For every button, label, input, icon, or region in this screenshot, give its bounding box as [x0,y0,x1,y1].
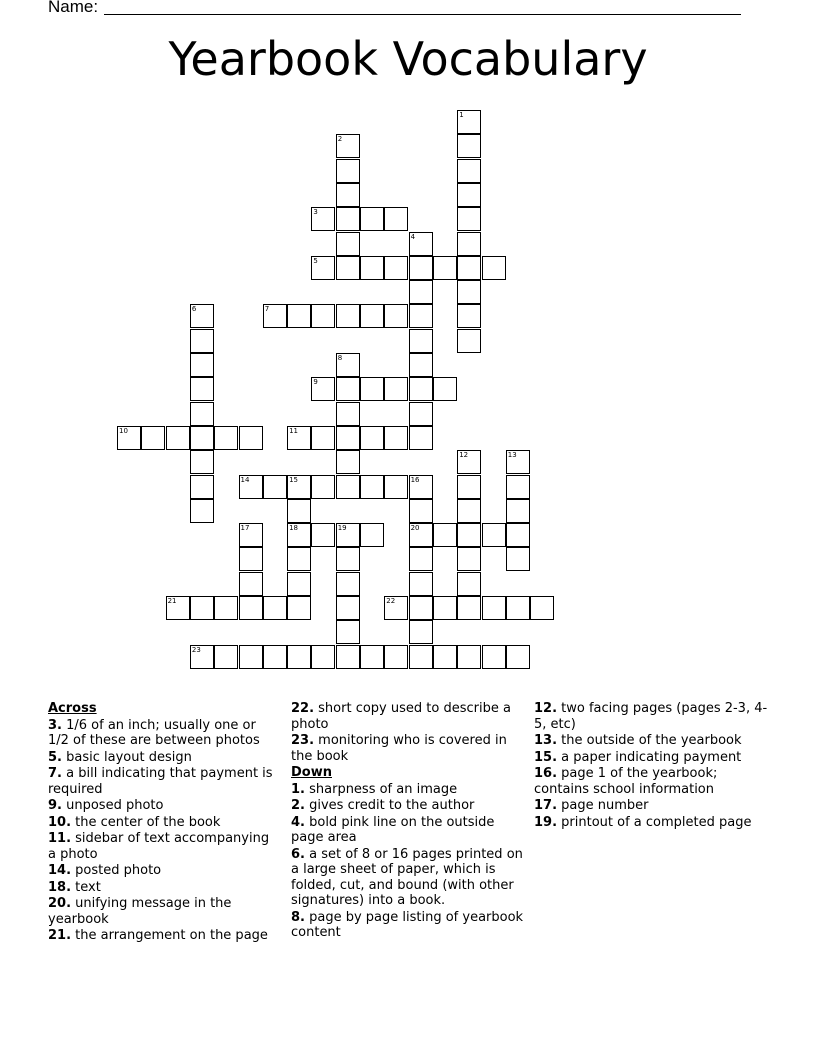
clue-text: page by page listing of yearbook content [291,909,524,940]
crossword-cell[interactable] [506,475,530,499]
crossword-cell[interactable] [457,596,481,620]
clue-across-14 [48,863,280,879]
clue-text: a bill indicating that payment is required [48,766,273,797]
crossword-cell[interactable] [336,572,360,596]
clue-text: basic layout design [61,749,192,765]
crossword-cell[interactable] [457,207,481,231]
crossword-cell[interactable] [433,377,457,401]
clue-number: 18. [48,879,72,895]
cell-number: 3 [313,208,318,217]
crossword-cell[interactable] [311,304,335,328]
cell-number: 21 [167,597,177,605]
clue-text: a set of 8 or 16 pages printed on a large sheet of paper, which is folded, cut, and bound (with other signatures) into a book. [291,846,523,908]
crossword-cell[interactable] [311,475,335,499]
crossword-cell[interactable] [409,645,433,669]
crossword-cell[interactable] [360,523,384,547]
crossword-cell[interactable] [214,596,238,620]
crossword-cell[interactable] [336,159,360,183]
crossword-cell[interactable] [409,304,433,328]
clue-across-20 [48,896,280,927]
crossword-cell[interactable] [506,596,530,620]
crossword-cell[interactable] [190,377,214,401]
crossword-cell[interactable] [360,256,384,280]
crossword-cell[interactable] [336,377,360,401]
crossword-cell[interactable] [287,304,311,328]
clue-number: 8. [291,909,305,925]
clue-text: sidebar of text accompanying a photo [48,831,270,862]
crossword-cell[interactable] [190,426,214,450]
crossword-cell[interactable] [311,523,335,547]
crossword-cell[interactable] [506,645,530,669]
crossword-cell[interactable] [409,377,433,401]
crossword-cell[interactable] [409,620,433,644]
crossword-cell[interactable] [287,572,311,596]
clue-text: posted photo [71,863,162,878]
clue-number: 3. [48,717,62,733]
page-title: Yearbook Vocabulary [168,32,648,86]
clue-number: 16. [534,766,558,781]
crossword-cell[interactable] [336,256,360,280]
crossword-cell[interactable] [409,402,433,426]
clue-down-19 [534,815,768,831]
clue-text: gives credit to the author [304,798,475,813]
clue-down-1 [291,782,527,798]
clue-text: unposed photo [61,798,164,813]
clue-text: page number [557,798,649,813]
clue-number: 9. [48,798,62,813]
clue-number: 4. [291,814,305,830]
crossword-cell[interactable] [336,402,360,426]
cell-number: 9 [313,378,318,387]
crossword-cell[interactable] [336,426,360,450]
crossword-cell[interactable] [433,523,457,547]
clue-number: 12. [534,701,558,716]
clue-column-1 [48,701,280,945]
clue-across-18 [48,880,280,896]
crossword-cell[interactable] [384,475,408,499]
crossword-cell[interactable] [433,256,457,280]
crossword-cell[interactable] [239,547,263,571]
crossword-cell[interactable] [506,523,530,547]
crossword-cell[interactable] [457,134,481,158]
crossword-cell[interactable] [336,183,360,207]
crossword-cell[interactable] [336,620,360,644]
crossword-cell[interactable] [457,159,481,183]
clue-number: 10. [48,814,72,830]
clue-text: page 1 of the yearbook; contains school information [534,766,718,797]
clue-across-10 [48,815,280,831]
clue-down-6 [291,847,527,909]
crossword-cell[interactable] [263,645,287,669]
clue-text: the outside of the yearbook [557,733,742,748]
cell-number: 17 [240,524,250,533]
clue-text: short copy used to describe a photo [291,701,511,732]
clue-across-21 [48,928,280,944]
crossword-cell[interactable] [311,426,335,450]
crossword-cell[interactable] [214,645,238,669]
cell-number: 2 [337,135,343,144]
crossword-cell[interactable] [287,499,311,523]
clue-text: text [71,879,101,895]
crossword-cell[interactable] [190,475,214,499]
crossword-cell[interactable] [336,304,360,328]
crossword-cell[interactable] [409,329,433,353]
crossword-cell[interactable] [336,645,360,669]
clue-across-7 [48,766,280,797]
crossword-cell[interactable] [506,547,530,571]
clue-text: two facing pages (pages 2-3, 4-5, etc) [534,701,768,732]
cell-number: 1 [459,111,464,119]
crossword-cell[interactable] [190,402,214,426]
clue-down-4 [291,815,527,846]
crossword-cell[interactable] [190,329,214,353]
crossword-cell[interactable] [239,645,263,669]
crossword-cell[interactable] [360,426,384,450]
crossword-cell[interactable] [457,572,481,596]
clue-across-11 [48,831,280,862]
crossword-cell[interactable] [482,645,506,669]
cell-number: 22 [386,597,396,605]
crossword-cell[interactable] [190,450,214,474]
crossword-cell[interactable] [384,645,408,669]
crossword-cell[interactable] [457,499,481,523]
clue-across-23 [291,733,527,764]
cell-number: 11 [289,426,299,435]
crossword-cell[interactable] [263,596,287,620]
crossword-cell[interactable] [457,256,481,280]
crossword-cell[interactable] [214,426,238,450]
crossword-cell[interactable] [360,207,384,231]
crossword-cell[interactable] [336,207,360,231]
down-heading: Down [291,765,332,780]
crossword-cell[interactable] [433,645,457,669]
clue-number: 2. [291,798,305,813]
crossword-cell[interactable] [384,256,408,280]
crossword-cell[interactable] [360,377,384,401]
crossword-cell[interactable] [336,475,360,499]
crossword-cell[interactable] [190,499,214,523]
cell-number: 15 [289,475,299,484]
clue-text: the center of the book [71,814,221,830]
crossword-cell[interactable] [336,596,360,620]
crossword-cell[interactable] [239,426,263,450]
crossword-cell[interactable] [457,645,481,669]
clue-down-2 [291,798,527,814]
cell-number: 18 [289,524,299,533]
crossword-cell[interactable] [482,256,506,280]
clue-text: printout of a completed page [557,814,752,830]
clue-number: 19. [534,814,558,830]
crossword-cell[interactable] [409,572,433,596]
clue-text: 1/6 of an inch; usually one or 1/2 of these are between photos [48,717,260,748]
crossword-cell[interactable] [433,596,457,620]
cell-number: 6 [191,305,197,314]
clue-number: 17. [534,798,558,813]
crossword-cell[interactable] [409,256,433,280]
crossword-cell[interactable] [384,304,408,328]
crossword-cell[interactable] [482,523,506,547]
clue-text: unifying message in the yearbook [48,896,232,927]
crossword-cell[interactable] [457,280,481,304]
clue-number: 14. [48,863,72,878]
crossword-cell[interactable] [457,523,481,547]
crossword-cell[interactable] [409,547,433,571]
cell-number: 20 [410,524,420,533]
clue-number: 21. [48,928,72,943]
cell-number: 5 [313,256,318,265]
clue-number: 20. [48,896,72,911]
crossword-cell[interactable] [482,596,506,620]
clue-number: 5. [48,749,62,765]
crossword-cell[interactable] [384,377,408,401]
crossword-cell[interactable] [263,475,287,499]
crossword-cell[interactable] [409,499,433,523]
clue-text: bold pink line on the outside page area [291,814,495,845]
clue-number: 13. [534,733,558,748]
crossword-cell[interactable] [384,426,408,450]
crossword-cell[interactable] [409,426,433,450]
crossword-cell[interactable] [360,304,384,328]
clue-column-2 [291,701,527,942]
clue-number: 22. [291,701,315,716]
clue-number: 23. [291,733,315,748]
cell-number: 10 [119,426,128,435]
clue-text: the arrangement on the page [71,928,268,943]
clue-text: monitoring who is covered in the book [291,733,507,764]
crossword-cell[interactable] [457,547,481,571]
cell-number: 16 [410,475,420,484]
crossword-cell[interactable] [336,547,360,571]
clue-number: 1. [291,781,305,797]
crossword-cell[interactable] [457,304,481,328]
cell-number: 19 [337,524,347,533]
crossword-cell[interactable] [239,596,263,620]
clue-column-3 [534,701,768,831]
crossword-cell[interactable] [336,232,360,256]
clue-across-3 [48,718,280,749]
crossword-cell[interactable] [506,499,530,523]
clue-across-5 [48,750,280,766]
crossword-cell[interactable] [360,645,384,669]
crossword-cell[interactable] [409,353,433,377]
cell-number: 14 [240,475,250,484]
clue-down-15 [534,750,768,766]
crossword-cell[interactable] [360,475,384,499]
clue-down-17 [534,798,768,814]
crossword-cell[interactable] [336,450,360,474]
crossword-cell[interactable] [239,572,263,596]
clue-number: 11. [48,831,72,846]
cell-number: 12 [459,451,469,460]
crossword-cell[interactable] [287,645,311,669]
crossword-cell[interactable] [530,596,554,620]
crossword-cell[interactable] [141,426,165,450]
clue-number: 6. [291,846,305,862]
crossword-cell[interactable] [190,596,214,620]
crossword-cell[interactable] [457,183,481,207]
cell-number: 13 [507,451,517,460]
clue-down-8 [291,910,527,941]
crossword-cell[interactable] [409,596,433,620]
name-label: Name: [48,0,99,16]
clue-across-9 [48,798,280,814]
crossword-cell[interactable] [409,280,433,304]
crossword-cell[interactable] [457,475,481,499]
clue-number: 7. [48,766,62,781]
crossword-cell[interactable] [457,329,481,353]
crossword-cell[interactable] [384,207,408,231]
crossword-cell[interactable] [457,232,481,256]
clue-down-16 [534,766,768,797]
clue-down-12 [534,701,768,732]
clue-text: sharpness of an image [304,781,458,797]
cell-number: 7 [264,305,270,314]
clue-number: 15. [534,749,558,765]
crossword-cell[interactable] [287,596,311,620]
crossword-cell[interactable] [166,426,190,450]
crossword-cell[interactable] [190,353,214,377]
across-heading: Across [48,701,97,716]
clue-across-22 [291,701,527,732]
cell-number: 8 [337,354,343,362]
crossword-cell[interactable] [311,645,335,669]
clue-text: a paper indicating payment [557,749,742,765]
cell-number: 23 [191,645,201,654]
cell-number: 4 [410,232,416,241]
crossword-cell[interactable] [287,547,311,571]
clue-down-13 [534,733,768,749]
